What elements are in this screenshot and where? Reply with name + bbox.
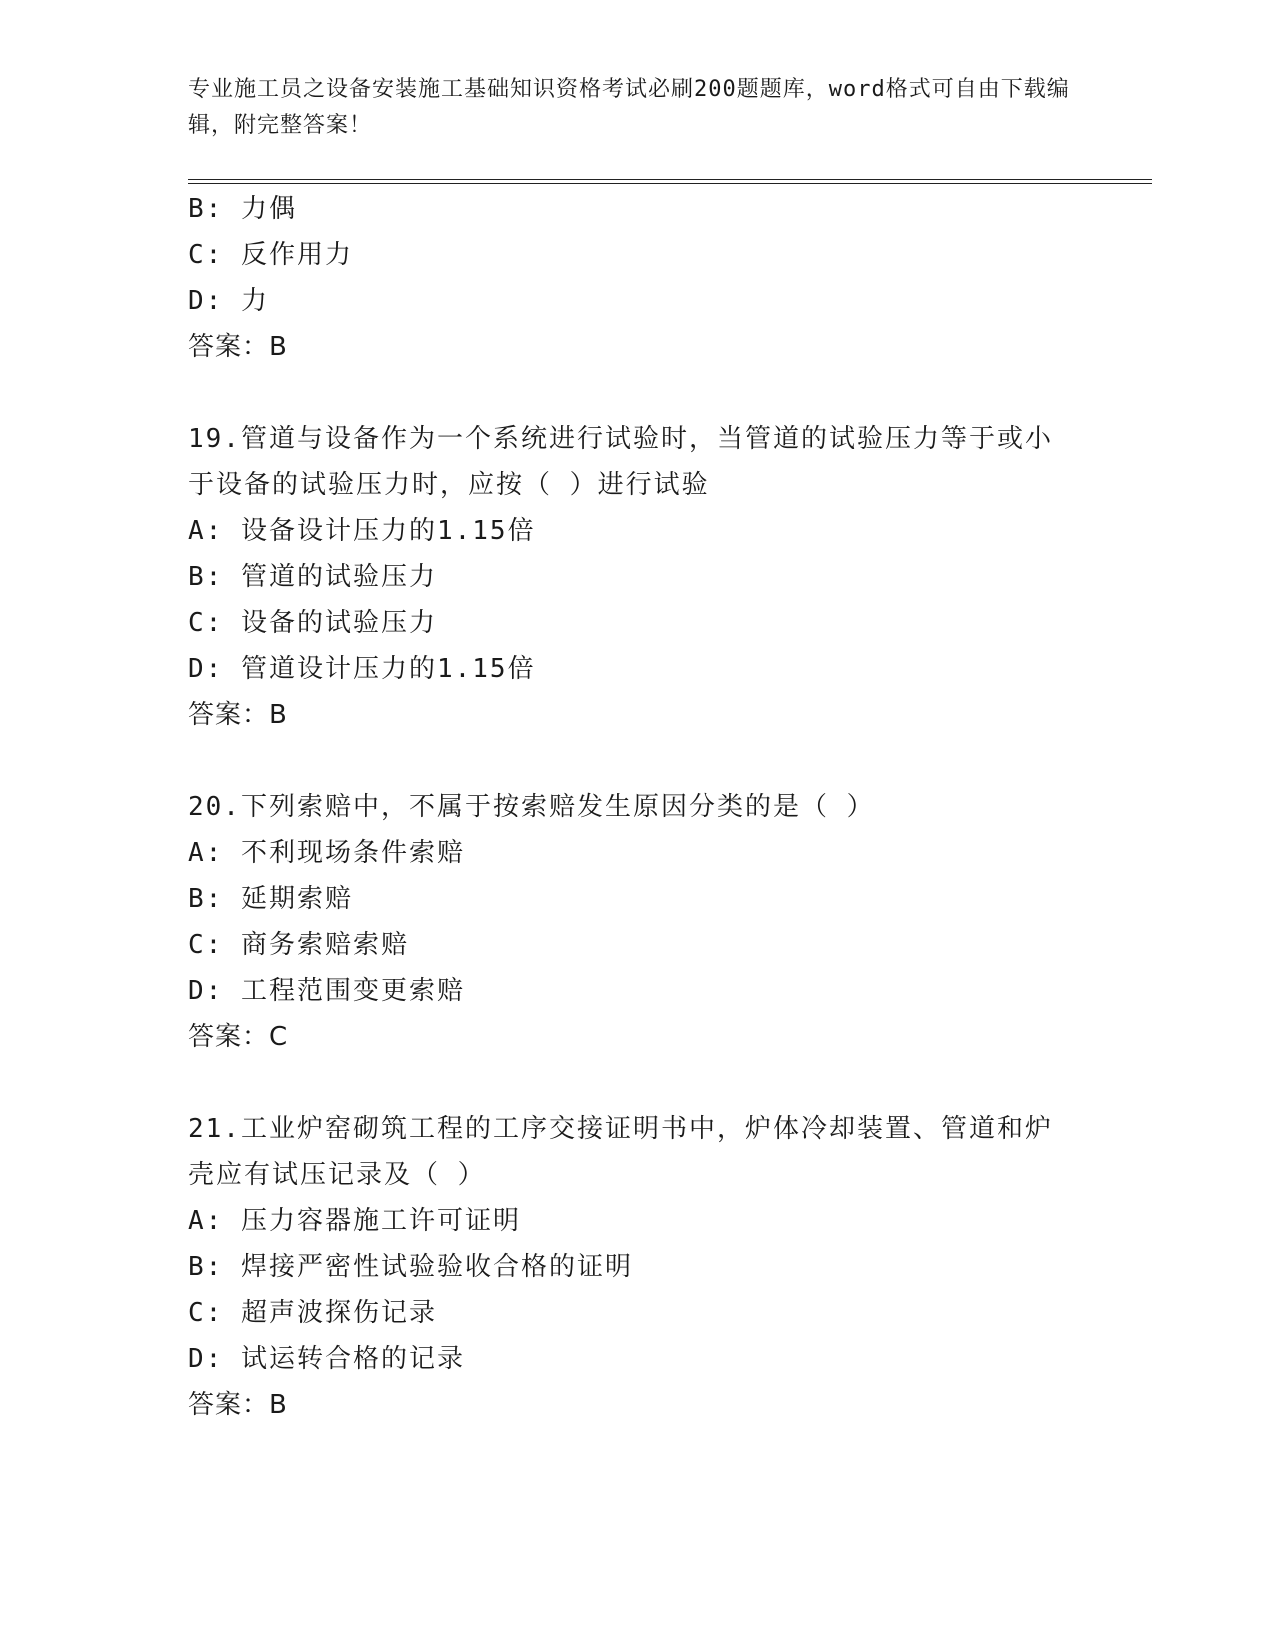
header-rule-top — [188, 179, 1152, 180]
option-text: 商务索赔索赔 — [240, 930, 409, 960]
option-label: C: — [188, 240, 224, 270]
option-text: 延期索赔 — [240, 884, 353, 914]
question-stem: 21.工业炉窑砌筑工程的工序交接证明书中，炉体冷却装置、管道和炉壳应有试压记录及（ ） — [188, 1114, 1053, 1190]
question-stem: 20.下列索赔中，不属于按索赔发生原因分类的是（ ） — [188, 792, 875, 822]
option-label: A: — [188, 516, 224, 546]
option-text: 焊接严密性试验验收合格的证明 — [240, 1252, 633, 1282]
option-label: C: — [188, 930, 224, 960]
spacer — [188, 1060, 1088, 1106]
option-label: A: — [188, 838, 224, 868]
option-text: 设备的试验压力 — [240, 608, 437, 638]
option-text: 管道的试验压力 — [240, 562, 437, 592]
option-b — [188, 554, 1088, 600]
option-label: B: — [188, 194, 224, 224]
option-label: B: — [188, 884, 224, 914]
option-text: 压力容器施工许可证明 — [240, 1206, 521, 1236]
option-d — [188, 278, 1088, 324]
option-c — [188, 1290, 1088, 1336]
option-b — [188, 186, 1088, 232]
option-c — [188, 232, 1088, 278]
question-19 — [188, 416, 1088, 738]
option-label: D: — [188, 976, 224, 1006]
option-text: 反作用力 — [240, 240, 353, 270]
option-a — [188, 508, 1088, 554]
option-text: 工程范围变更索赔 — [240, 976, 465, 1006]
option-c — [188, 600, 1088, 646]
option-b — [188, 1244, 1088, 1290]
option-text: 力 — [240, 286, 269, 316]
spacer — [188, 738, 1088, 784]
option-text: 设备设计压力的1.15倍 — [240, 516, 536, 546]
answer-line: 答案：B — [188, 700, 288, 730]
question-list — [188, 186, 1088, 1428]
option-label: B: — [188, 1252, 224, 1282]
option-d — [188, 1336, 1088, 1382]
option-text: 力偶 — [240, 194, 297, 224]
option-text: 管道设计压力的1.15倍 — [240, 654, 536, 684]
option-text: 不利现场条件索赔 — [240, 838, 465, 868]
question-18-options — [188, 186, 1088, 370]
question-stem: 19.管道与设备作为一个系统进行试验时，当管道的试验压力等于或小于设备的试验压力时，应按（ ）进行试验 — [188, 424, 1053, 500]
option-c — [188, 922, 1088, 968]
option-label: A: — [188, 1206, 224, 1236]
option-label: B: — [188, 562, 224, 592]
option-label: C: — [188, 608, 224, 638]
option-text: 试运转合格的记录 — [240, 1344, 465, 1374]
answer-line: 答案：C — [188, 1022, 289, 1052]
answer-line: 答案：B — [188, 332, 288, 362]
option-label: C: — [188, 1298, 224, 1328]
header-rule-bottom — [188, 183, 1152, 184]
spacer — [188, 370, 1088, 416]
question-21 — [188, 1106, 1088, 1428]
option-d — [188, 646, 1088, 692]
option-label: D: — [188, 1344, 224, 1374]
option-a — [188, 830, 1088, 876]
option-d — [188, 968, 1088, 1014]
question-20 — [188, 784, 1088, 1060]
document-header: 专业施工员之设备安装施工基础知识资格考试必刷200题题库，word格式可自由下载编辑，附完整答案！ — [188, 77, 1070, 138]
option-b — [188, 876, 1088, 922]
option-label: D: — [188, 654, 224, 684]
option-a — [188, 1198, 1088, 1244]
option-text: 超声波探伤记录 — [240, 1298, 437, 1328]
answer-line: 答案：B — [188, 1390, 288, 1420]
option-label: D: — [188, 286, 224, 316]
